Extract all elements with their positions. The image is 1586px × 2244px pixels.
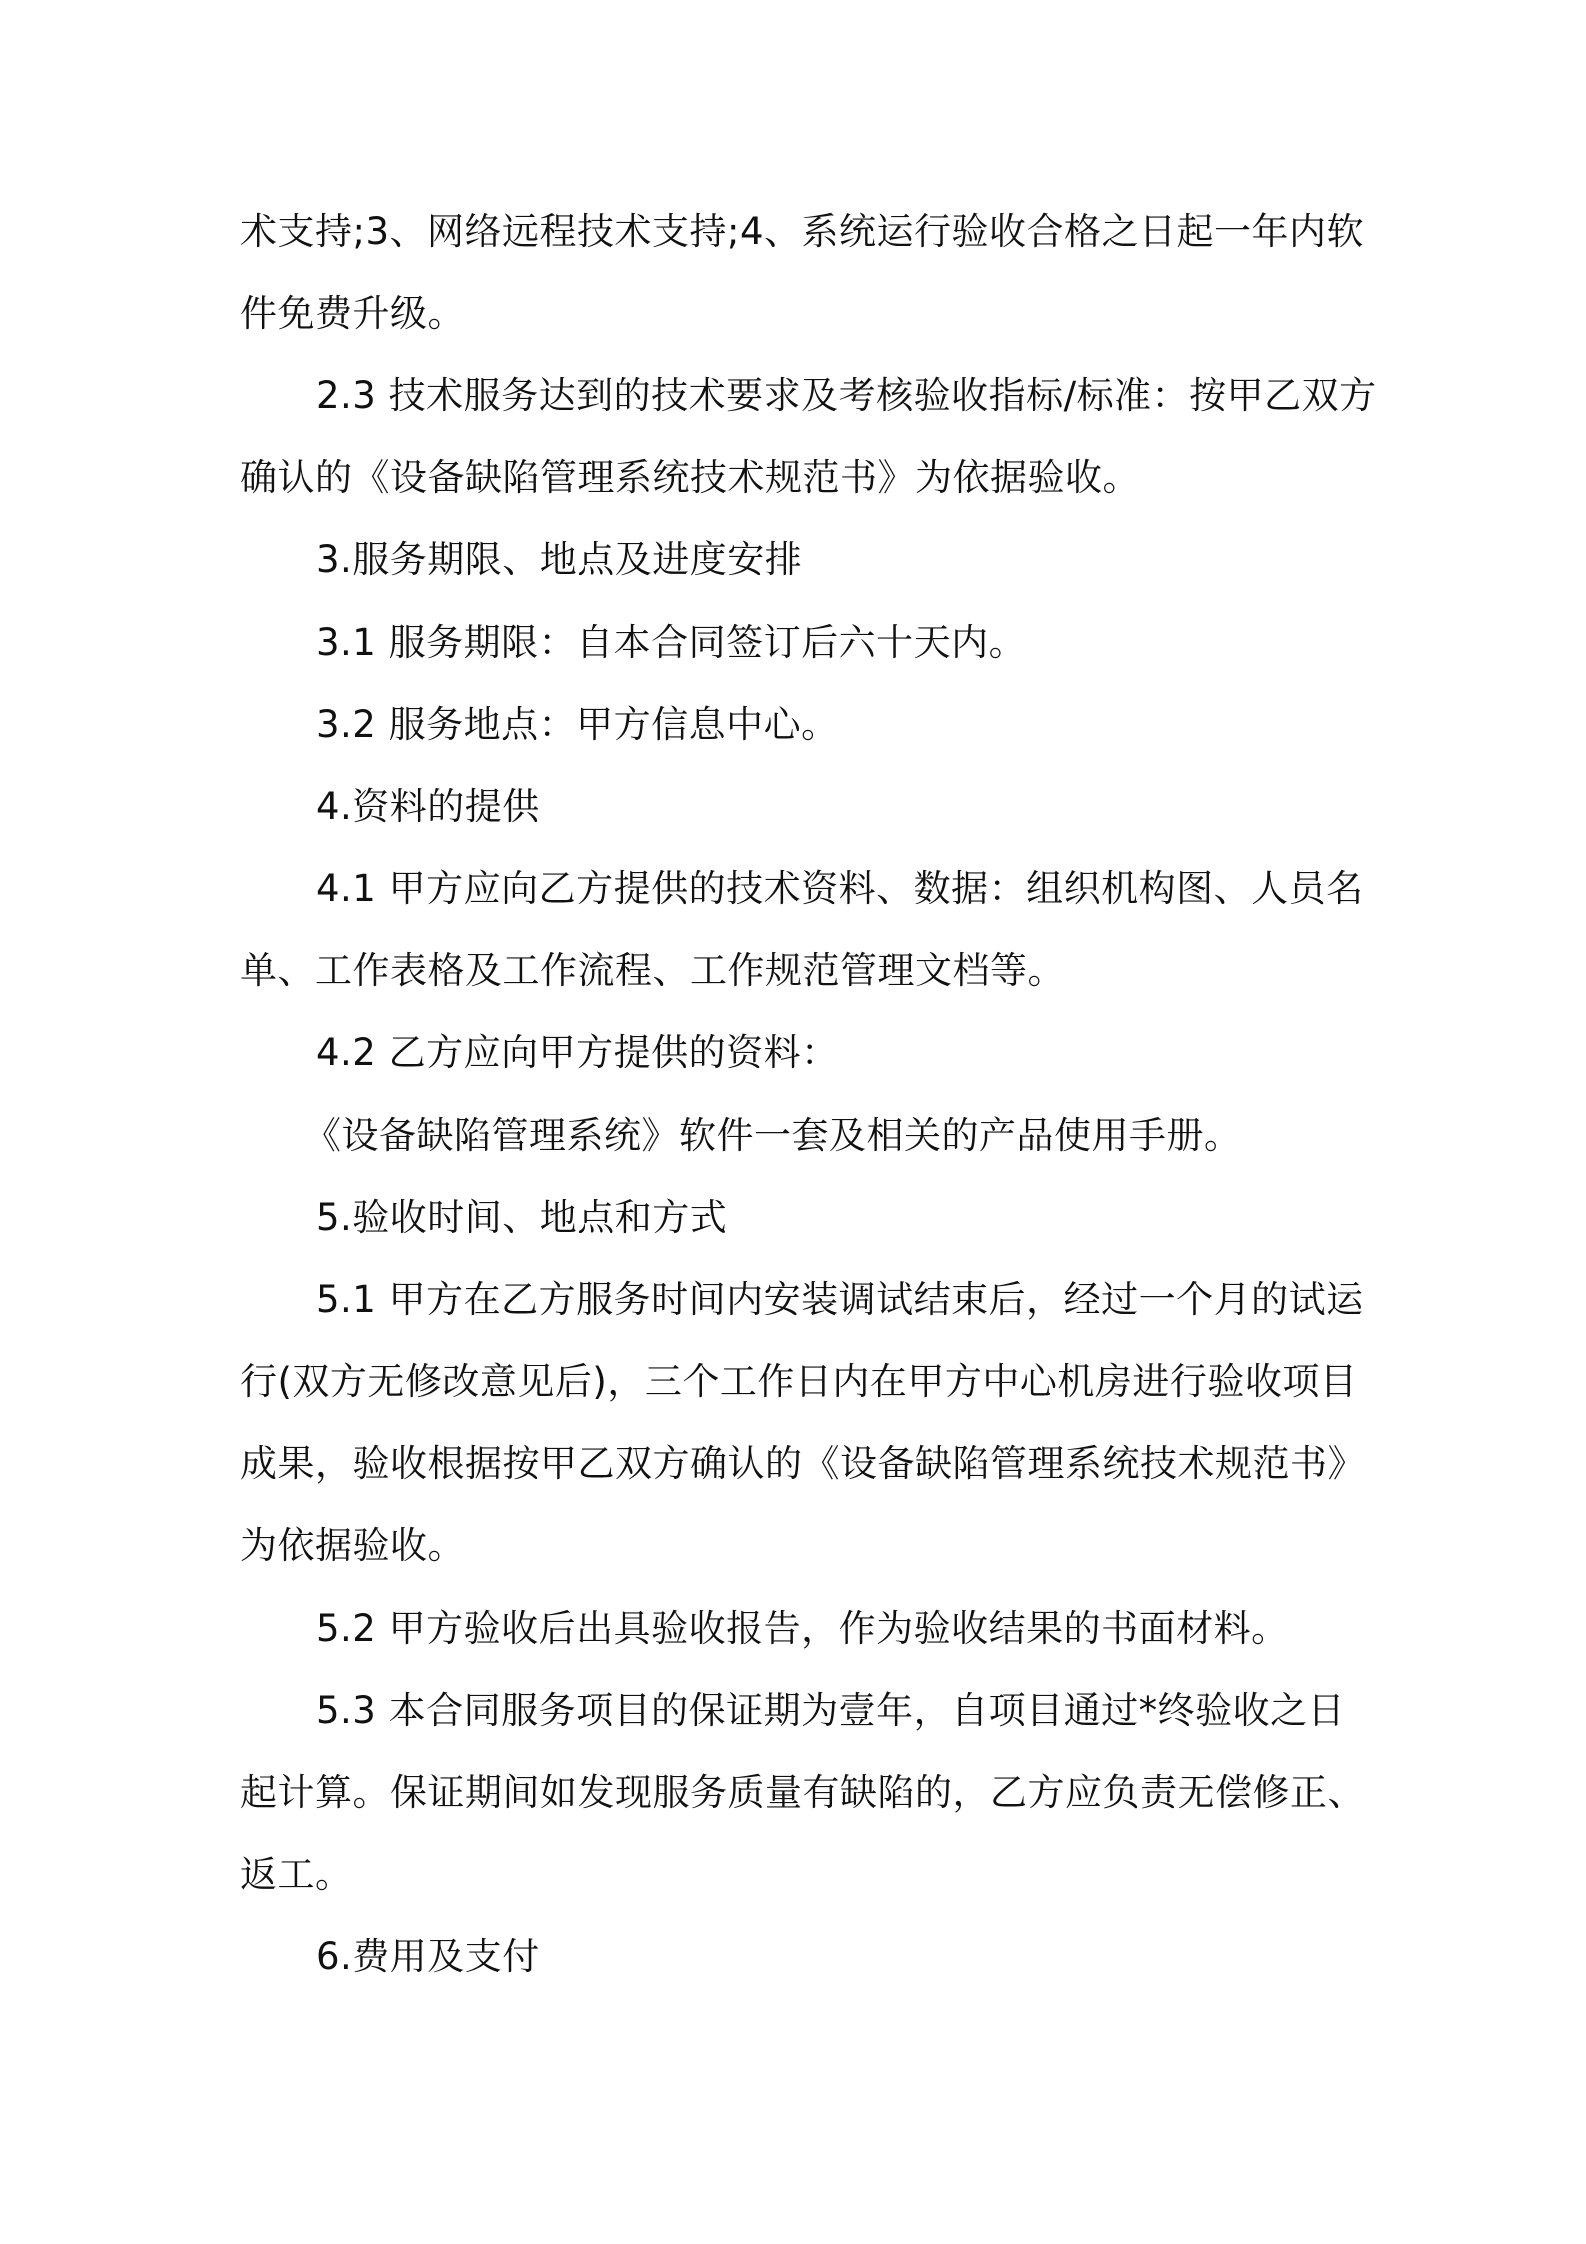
body-text-line: 单、工作表格及工作流程、工作规范管理文档等。 — [240, 949, 1065, 992]
section-heading-5: 5.验收时间、地点和方式 — [316, 1196, 728, 1239]
body-text-line: 件免费升级。 — [240, 292, 465, 335]
section-heading-3: 3.服务期限、地点及进度安排 — [316, 538, 803, 581]
clause-2-3: 2.3 技术服务达到的技术要求及考核验收指标/标准：按甲乙双方 — [316, 374, 1377, 417]
body-text-line: 术支持;3、网络远程技术支持;4、系统运行验收合格之日起一年内软 — [240, 210, 1365, 253]
clause-4-2: 4.2 乙方应向甲方提供的资料： — [316, 1031, 839, 1074]
body-text-line: 成果，验收根据按甲乙双方确认的《设备缺陷管理系统技术规范书》 — [240, 1442, 1365, 1485]
clause-3-2: 3.2 服务地点：甲方信息中心。 — [316, 703, 839, 746]
body-text-line: 为依据验收。 — [240, 1524, 465, 1567]
clause-3-1: 3.1 服务期限：自本合同签订后六十天内。 — [316, 621, 1027, 664]
body-text-line: 返工。 — [240, 1853, 353, 1896]
section-heading-4: 4.资料的提供 — [316, 785, 540, 828]
clause-4-1: 4.1 甲方应向乙方提供的技术资料、数据：组织机构图、人员名 — [316, 867, 1364, 910]
body-text-line: 行(双方无修改意见后)，三个工作日内在甲方中心机房进行验收项目 — [240, 1360, 1358, 1403]
clause-5-3: 5.3 本合同服务项目的保证期为壹年，自项目通过*终验收之日 — [316, 1689, 1346, 1732]
body-text-line: 起计算。保证期间如发现服务质量有缺陷的，乙方应负责无偿修正、 — [240, 1771, 1365, 1814]
clause-5-2: 5.2 甲方验收后出具验收报告，作为验收结果的书面材料。 — [316, 1607, 1289, 1650]
body-text-line: 《设备缺陷管理系统》软件一套及相关的产品使用手册。 — [304, 1114, 1242, 1157]
body-text-line: 确认的《设备缺陷管理系统技术规范书》为依据验收。 — [240, 456, 1140, 499]
clause-5-1: 5.1 甲方在乙方服务时间内安装调试结束后，经过一个月的试运 — [316, 1278, 1364, 1321]
section-heading-6: 6.费用及支付 — [316, 1935, 540, 1978]
